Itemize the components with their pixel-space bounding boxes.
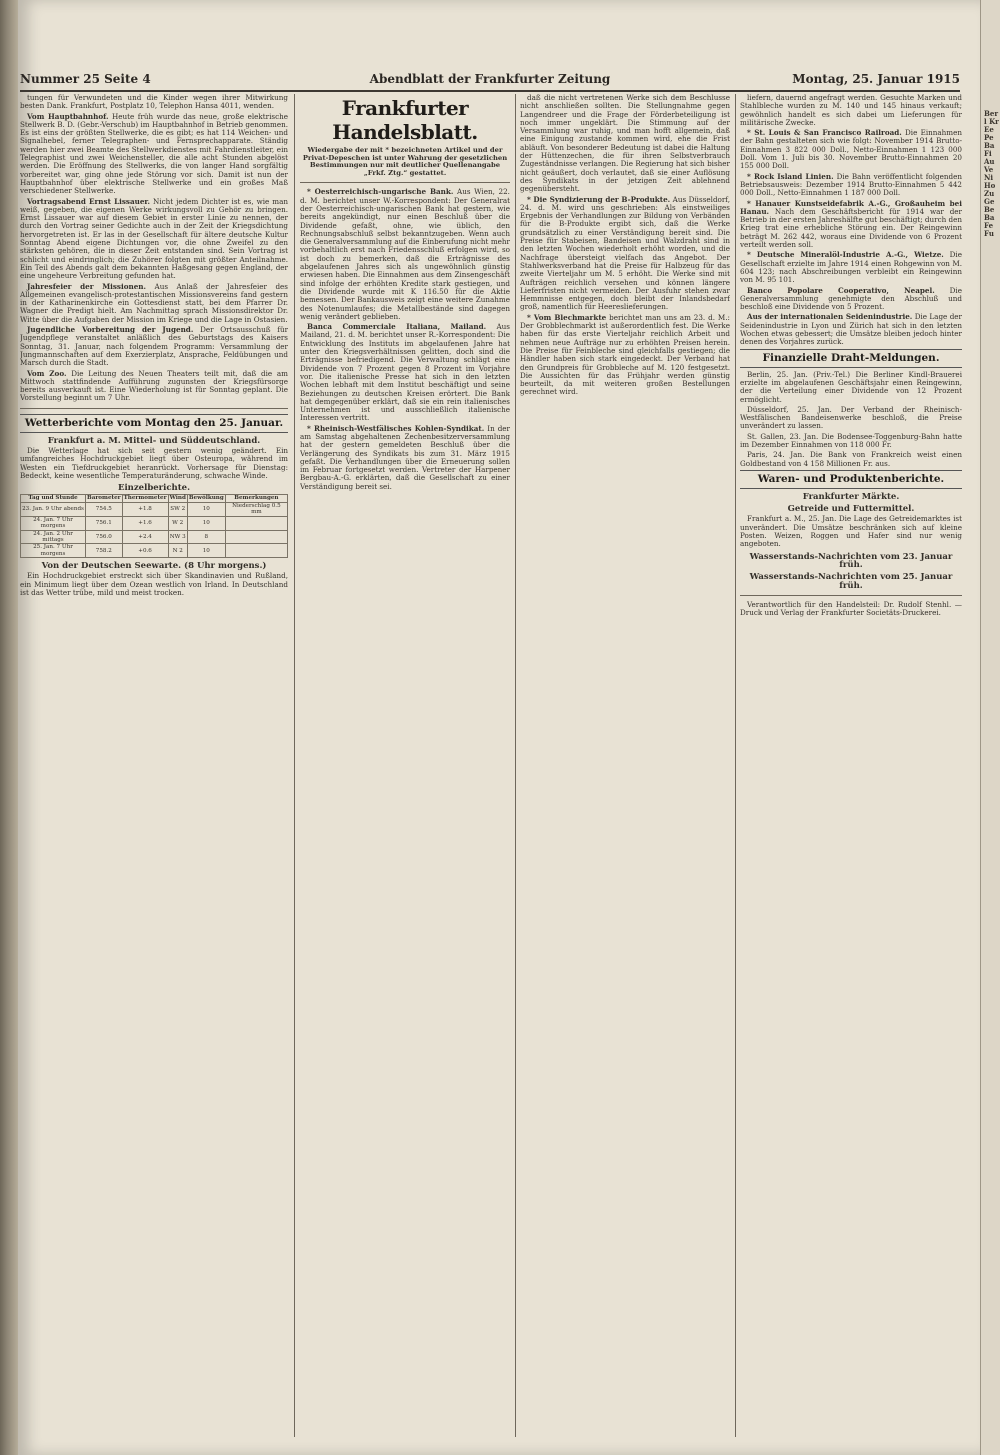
single-reports-heading: Einzelberichte. — [117, 483, 191, 494]
water-level-heading: Wasserstands-Nachrichten vom 25. Januar früh. — [749, 572, 953, 591]
wire-item: Düsseldorf, 25. Jan. Der Verband der Rheinisch-Westfälischen Bandeisenwerke beschloß, die Preise unverändert zu lassen. — [740, 404, 962, 431]
article-body: Nicht jedem Dichter ist es, wie man weiß, gegeben, die eigenen Werke wirkungsvoll zu Gehör zu bringen. Ernst Lissauer war auf diesem Gebiet in erster Linie zu nennen, der durch den Vortrag seiner Gedichte auch in der Zeit der Kriegsdichtung hervorgetreten ist. Er las in der Gesellschaft für ältere deutsche Kultur Sonntag Abend eigene Dichtungen vor, die ohne Zweifel zu den stärksten gehören, die in dieser Zeit entstanden sind. Sein Vortrag ist schlicht und eindringlich; die Zuhörer folgten mit größter Anteilnahme. Ein Teil des Abends galt dem bekannten Haßgesang gegen England, der eine ungeheure Verbreitung gefunden hat. — [20, 196, 288, 281]
table-header-cell: Thermometer — [123, 495, 167, 502]
table-cell — [225, 544, 287, 558]
article-body: Heute früh wurde das neue, große elektrische Stellwerk B. D. (Gebr.-Verschub) im Hauptbahnhof in Betrieb genommen. Es ist eins der größten Stellwerke, die es gibt; es hat 114 Weichen- und Signalhebel, ferner Telegraphen- und Fernsprechapparate. Ständig werden hier zwei Beamte des Stellwerkdienstes mit Fahrdienstleiter, ein Telegraphist und zwei Weichensteller, die alle acht Stunden abgelöst werden. Die Eröffnung des Stellwerks, die von langer Hand sorgfältig vorbereitet war, ging ohne jede Störung vor sich. Damit ist nun der Hauptbahnhof über elektrische Stellwerke und ein großes Maß verschiedener Stellwerke. — [20, 111, 288, 196]
column-local-news — [20, 94, 288, 1437]
table-header-cell: Barometer — [87, 495, 121, 502]
table-cell: 10 — [187, 516, 225, 530]
column-business-continued — [520, 94, 730, 1437]
article-title: * Oesterreichisch-ungarische Bank. — [307, 187, 454, 197]
issue-date: Montag, 25. Januar 1915 — [792, 72, 960, 86]
article — [20, 198, 288, 281]
table-cell: 23. Jan. 9 Uhr abends — [21, 502, 86, 516]
table-cell: 24. Jan. 7 Uhr morgens — [21, 516, 86, 530]
article-title: Vom Hauptbahnhof. — [27, 111, 109, 121]
wire-item: St. Gallen, 23. Jan. Die Bodensee-Toggenburg-Bahn hatte im Dezember Einnahmen von 118 000 Fr. — [740, 431, 962, 449]
wire-item: Berlin, 25. Jan. (Priv.-Tel.) Die Berliner Kindl-Brauerei erzielte im abgelaufenen Geschäftsjahr einen Reingewinn, der die Verteilung einer Dividende von 12 Prozent ermöglicht. — [740, 369, 962, 404]
column-markets — [740, 94, 962, 1437]
article-body: Nach dem Geschäftsbericht für 1914 war der Betrieb in der ersten Jahreshälfte gut beschäftigt; durch den Krieg trat eine erhebliche Störung ein. Der Reingewinn beträgt M. 262 442, woraus eine Dividende von 6 Prozent verteilt werden soll. — [740, 206, 962, 250]
article-body: Aus Düsseldorf, 24. d. M. wird uns geschrieben: Als einstweiliges Ergebnis der Verhandlungen zur Bildung von Verbänden für die B-Produkte ergibt sich, daß die Werke grundsätzlich zu einer Verständigung bereit sind. Die Preise für Stabeisen, Bandeisen und Walzdraht sind in den letzten Wochen wiederholt erhöht worden, und die Nachfrage übersteigt vielfach das Angebot. Der Stahlwerksverband hat die Preise für Halbzeug für das zweite Vierteljahr um M. 5 erhöht. Die Werke sind mit Aufträgen reichlich versehen und können längere Lieferfristen nicht vermeiden. Der Ausfuhr stehen zwar Hemmnisse entgegen, doch bleibt der Inlandsbedarf groß, namentlich für Heereslieferungen. — [520, 194, 730, 312]
article-body: Aus Mailand, 21. d. M. berichtet unser R.-Korrespondent: Die Entwicklung des Instituts im abgelaufenen Jahre hat unter den Kriegsverhältnissen gelitten, doch sind die Erträgnisse befriedigend. Die Verwaltung schlägt eine Dividende von 7 Prozent gegen 8 Prozent im Vorjahre vor. Die italienische Presse hat sich in den letzten Wochen lebhaft mit dem Institut beschäftigt und seine Beziehungen zu deutschen Kreisen erörtert. Die Bank hat demgegenüber erklärt, daß sie ein rein italienisches Unternehmen ist und ausschließlich italienische Interessen vertritt. — [300, 322, 510, 423]
table-cell: 8 — [187, 530, 225, 544]
article-title: * Hanauer Kunstseidefabrik A.-G., Großauheim bei Hanau. — [740, 198, 962, 216]
column-rule — [515, 94, 516, 1437]
article-title: * St. Louis & San Francisco Railroad. — [747, 128, 902, 138]
table-cell: 24. Jan. 2 Uhr mittags — [21, 530, 86, 544]
table-cell: SW 2 — [168, 502, 187, 516]
article-title: Vortragsabend Ernst Lissauer. — [27, 196, 151, 206]
table-cell: +1.6 — [122, 516, 168, 530]
column-rule — [294, 94, 295, 1437]
article-title: Jugendliche Vorbereitung der Jugend. — [27, 325, 194, 335]
article-title: * Deutsche Mineralöl-Industrie A.-G., Wietze. — [747, 250, 944, 260]
article — [520, 314, 730, 397]
article-title: Jahresfeier der Missionen. — [27, 281, 147, 291]
masthead — [20, 70, 960, 92]
seewarte-report: Ein Hochdruckgebiet erstreckt sich über Skandinavien und Rußland, ein Minimum liegt über dem Ozean westlich von Irland. In Deutschland ist das Wetter trübe, mild und meist trocken. — [20, 571, 288, 598]
table-header-row — [21, 495, 288, 502]
article — [20, 326, 288, 367]
weather-table — [20, 494, 288, 558]
table-row — [21, 544, 288, 558]
table-cell: 756.0 — [86, 530, 123, 544]
article-title: * Rheinisch-Westfälisches Kohlen-Syndikat. — [307, 423, 485, 433]
article-body: berichtet man uns am 23. d. M.: Der Grobblechmarkt ist außerordentlich fest. Die Werke haben für das erste Vierteljahr reichlich Arbeit und nehmen neue Aufträge nur zu erhöhten Preisen herein. Die Preise für Feinbleche sind gleichfalls gestiegen; die Händler haben sich stark eingedeckt. Der Verband hat den Grundpreis für Grobbleche auf M. 120 festgesetzt. Die Aussichten für das Frühjahr werden günstig beurteilt, da mit weiteren großen Bestellungen gerechnet wird. — [520, 312, 730, 397]
article-body: Die Gesellschaft erzielte im Jahre 1914 einen Rohgewinn von M. 604 123; nach Abschreibungen verbleibt ein Reingewinn von M. 95 101. — [740, 250, 962, 285]
adjacent-page-text: Berl Kr Ee Pe Ba Fi Au Ve Ni Ho Zu Ge Be Ba Fe Fu — [984, 109, 999, 238]
table-cell: 754.5 — [86, 502, 123, 516]
column-business — [300, 94, 510, 1437]
column-rule — [735, 94, 736, 1437]
article-title: * Vom Blechmarkte — [527, 312, 607, 322]
table-cell: NW 3 — [168, 530, 187, 544]
article — [740, 200, 962, 250]
section-divider — [20, 408, 288, 409]
article — [740, 313, 962, 346]
section-divider — [740, 595, 962, 596]
article-body: In der am Samstag abgehaltenen Zechenbesitzerversammlung hat der gestern gemeldeten Beschluß über die Verlängerung des Syndikats bis zum 31. März 1915 gefaßt. Die Verhandlungen über die Erneuerung sollen im Februar fortgesetzt werden. Vertreter der Harpener Bergbau-A.-G. erklärten, daß die Gesellschaft zu einer Verständigung bereit sei. — [300, 423, 510, 491]
article-title: Banca Commerciale Italiana, Mailand. — [307, 322, 487, 332]
article-body: daß die nicht vertretenen Werke sich dem Beschlusse nicht anschließen sollten. Die Stellungnahme gegen Langendreer und die Frage der Förderbeteiligung ist noch immer ungeklärt. Die Stimmung auf der Versammlung war ruhig, und man hofft allgemein, daß eine Einigung zustande kommen wird, ehe die Frist abläuft. Von besonderer Bedeutung ist dabei die Haltung der Hüttenzechen, die für ihren Selbstverbrauch Zugeständnisse verlangen. Die Regierung hat sich bisher nicht geäußert, doch verlautet, daß sie einer Auflösung des Syndikats in der jetzigen Zeit ablehnend gegenübersteht. — [520, 94, 730, 194]
section-title: Frankfurter Handelsblatt. — [332, 96, 478, 144]
water-level-heading: Wasserstands-Nachrichten vom 23. Januar früh. — [749, 551, 953, 570]
weather-heading: Wetterberichte vom Montag den 25. Januar. — [20, 414, 288, 433]
weather-subheading: Frankfurt a. M. Mittel- und Süddeutschland. — [47, 435, 261, 446]
table-row — [21, 530, 288, 544]
article-body: Die Generalversammlung genehmigte den Abschluß und beschloß eine Dividende von 5 Prozent. — [740, 285, 962, 312]
article-title: Banco Popolare Cooperativo, Neapel. — [747, 285, 935, 295]
table-header-cell: Bewölkung — [188, 495, 224, 502]
table-cell: 25. Jan. 7 Uhr morgens — [21, 544, 86, 558]
article-title: * Rock Island Linien. — [747, 171, 834, 181]
article-body: Die Einnahmen der Bahn gestalteten sich wie folgt: November 1914 Brutto-Einnahmen 3 822 000 Doll., Netto-Einnahmen 1 123 000 Doll. Vom 1. Juli bis 30. November Brutto-Einnahmen 20 155 000 Doll. — [740, 128, 962, 171]
market-report: Frankfurt a. M., 25. Jan. Die Lage des Getreidemarktes ist unverändert. Die Umsätze beschränken sich auf kleine Posten. Weizen, Roggen und Hafer sind nur wenig angeboten. — [740, 514, 962, 549]
markets-heading: Frankfurter Märkte. — [802, 491, 900, 502]
section-note: Wiedergabe der mit * bezeichneten Artikel und der Privat-Depeschen ist unter Wahrung der gesetzlichen Bestimmungen nur mit deutlicher Quellenangabe „Frkf. Ztg.“ gestattet. — [302, 146, 508, 177]
table-row — [21, 502, 288, 516]
newspaper-title: Abendblatt der Frankfurter Zeitung — [369, 72, 611, 86]
weather-report: Die Wetterlage hat sich seit gestern wenig geändert. Ein umfangreiches Hochdruckgebiet liegt über Osteuropa, während im Westen ein Tiefdruckgebiet heranrückt. Vorhersage für Dienstag: Bedeckt, keine wesentliche Temperaturänderung, schwache Winde. — [20, 445, 288, 480]
wire-item: Paris, 24. Jan. Die Bank von Frankreich weist einen Goldbestand von 4 158 Millionen Fr. aus. — [740, 450, 962, 468]
article-body: liefern, dauernd angefragt werden. Gesuchte Marken und Stahlbleche wurden zu M. 140 und 145 hinaus verkauft; gewöhnlich handelt es sich dabei um Lieferungen für militärische Zwecke. — [740, 94, 962, 127]
table-cell: 10 — [187, 502, 225, 516]
article-body: Die Bahn veröffentlicht folgenden Betriebsausweis: Dezember 1914 Brutto-Einnahmen 5 442 000 Doll., Netto-Einnahmen 1 187 000 Doll. — [740, 171, 962, 198]
article — [740, 287, 962, 312]
commodities-heading: Waren- und Produktenberichte. — [740, 470, 962, 489]
imprint: Verantwortlich für den Handelsteil: Dr. Rudolf Stenhl. — Druck und Verlag der Frankfurter Societäts-Druckerei. — [740, 599, 962, 618]
article — [20, 283, 288, 324]
table-cell: 10 — [187, 544, 225, 558]
article — [300, 188, 510, 321]
grain-subheading: Getreide und Futtermittel. — [787, 504, 915, 515]
adjacent-page-edge — [980, 0, 1000, 1455]
article — [740, 129, 962, 170]
table-header-cell: Wind — [169, 495, 186, 502]
article — [520, 196, 730, 312]
article-title: Aus der internationalen Seidenindustrie. — [747, 312, 913, 322]
table-cell: W 2 — [168, 516, 187, 530]
article — [20, 113, 288, 196]
article-title: Vom Zoo. — [27, 368, 67, 378]
article — [300, 323, 510, 423]
table-row — [21, 516, 288, 530]
table-cell — [225, 516, 287, 530]
issue-and-page: Nummer 25 Seite 4 — [20, 72, 151, 86]
article-body: Die Lage der Seidenindustrie in Lyon und Zürich hat sich in den letzten Wochen etwas gebessert; die Umsätze bleiben jedoch hinter denen des Vorjahres zurück. — [740, 312, 962, 347]
table-header-cell: Bemerkungen — [225, 495, 287, 502]
book-binding — [0, 0, 18, 1455]
table-header-cell: Tag und Stunde — [21, 495, 86, 502]
table-cell: +1.8 — [122, 502, 168, 516]
article — [740, 173, 962, 198]
table-cell: N 2 — [168, 544, 187, 558]
section-divider — [300, 182, 510, 183]
wire-news-heading: Finanzielle Draht-Meldungen. — [740, 349, 962, 368]
article-body: Die Leitung des Neuen Theaters teilt mit, daß die am Mittwoch stattfindende Aufführung zugunsten der Kriegsfürsorge bereits ausverkauft ist. Eine Wiederholung ist für Sonntag geplant. Die Vorstellung beginnt um 7 Uhr. — [20, 368, 288, 403]
intro-text: tungen für Verwundeten und die Kinder wegen ihrer Mitwirkung besten Dank. Frankfurt, Postplatz 10, Telephon Hansa 4011, wenden. — [20, 94, 288, 111]
table-cell — [225, 530, 287, 544]
article-body: Der Ortsausschuß für Jugendpflege veranstaltet anläßlich des Geburtstags des Kaisers Sonntag, 31. Januar, nach folgendem Programm: Versammlung der Jungmannschaften auf dem Exerzierplatz, Ansprache, Feldübungen und Marsch durch die Stadt. — [20, 325, 288, 368]
article-body: Aus Anlaß der Jahresfeier des Allgemeinen evangelisch-protestantischen Missionsvereins fand gestern in der Katharinenkirche ein Gottesdienst statt, bei dem Pfarrer Dr. Wagner die Predigt hielt. Am Nachmittag sprach Missionsdirektor Dr. Witte über die Aufgaben der Mission im Kriege und die Lage in Ostasien. — [20, 281, 288, 324]
article — [740, 251, 962, 284]
table-cell: 756.1 — [86, 516, 123, 530]
article-title: * Die Syndizierung der B-Produkte. — [527, 194, 671, 204]
table-cell: Niederschlag 0.5 mm — [225, 502, 287, 516]
article — [300, 425, 510, 491]
seewarte-heading: Von der Deutschen Seewarte. (8 Uhr morgens.) — [41, 561, 267, 572]
table-cell: +0.6 — [122, 544, 168, 558]
article — [20, 370, 288, 403]
table-cell: 758.2 — [86, 544, 123, 558]
article-body: Aus Wien, 22. d. M. berichtet unser W.-Korrespondent: Der Generalrat der Oesterreichisch-ungarischen Bank hat gestern, wie bereits angekündigt, nur einen Beschluß über die Dividende gefaßt, ohne, wie üblich, den Rechnungsabschluß selbst bekanntzugeben. Wenn auch die Generalversammlung auf die Einberufung nicht mehr vorbehaltlich erst nach Friedensschluß erfolgen wird, so ist doch zu bemerken, daß die Erträgnisse des abgelaufenen Jahres sich als ungewöhnlich günstig erwiesen haben. Die Einnahmen aus dem Zinsengeschäft sind infolge der erhöhten Kredite stark gestiegen, und die Dividende wurde mit K 116.50 für die Aktie bemessen. Der Bankausweis zeigt eine weitere Zunahme des Notenumlaufes; die Metallbestände sind dagegen wenig verändert geblieben. — [300, 187, 510, 321]
table-cell: +2.4 — [122, 530, 168, 544]
